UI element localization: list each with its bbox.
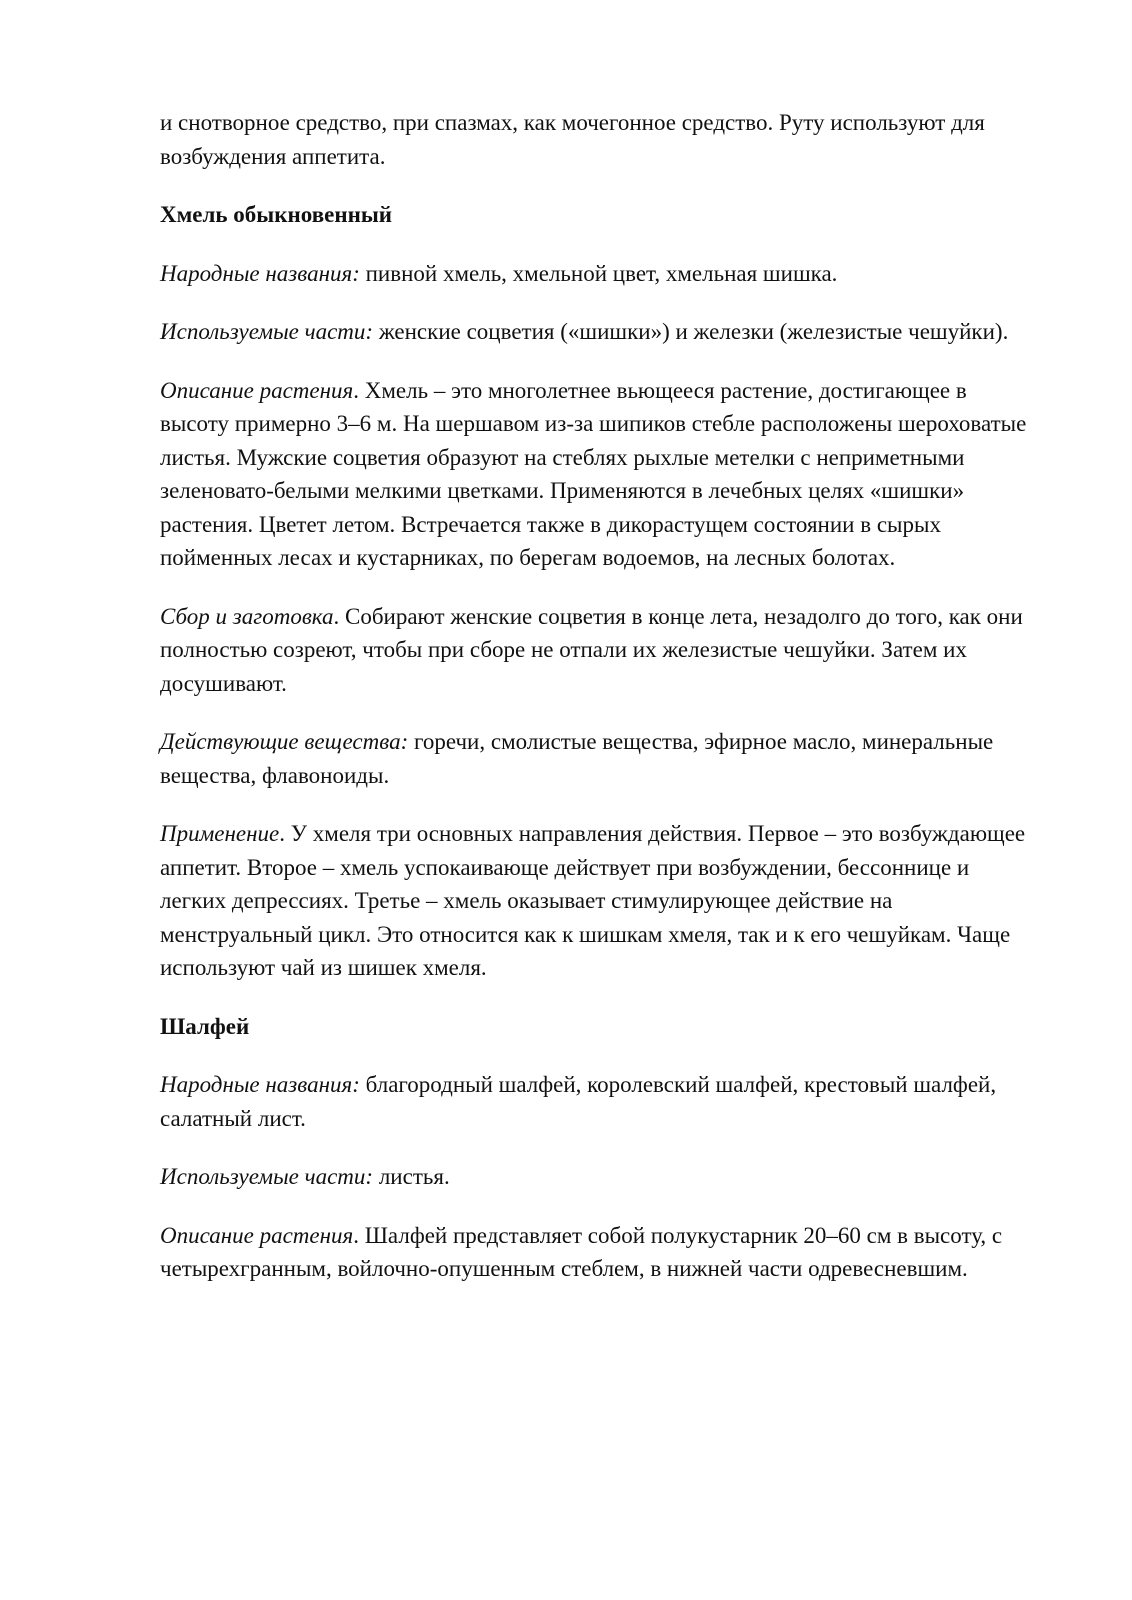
- sage-folk-names-paragraph: [160, 1068, 1040, 1135]
- hop-application-paragraph: [160, 817, 1040, 985]
- sage-used-parts-paragraph: [160, 1160, 1040, 1194]
- hop-used-parts-paragraph: [160, 315, 1040, 349]
- hop-folk-names-paragraph: [160, 257, 1040, 291]
- sage-description-label: Описание растения: [160, 1222, 354, 1248]
- intro-paragraph: [160, 106, 1040, 173]
- hop-collection-paragraph: [160, 600, 1040, 701]
- hop-active-substances-label: Действующие вещества:: [160, 729, 409, 754]
- hop-used-parts-text: женские соцветия («шишки») и железки (железистые чешуйки).: [373, 319, 1009, 344]
- hop-folk-names-label: Народные названия:: [160, 260, 360, 286]
- hop-active-substances-paragraph: [160, 725, 1040, 792]
- hop-active-substances-text: горечи, смолистые вещества, эфирное масло, минеральные вещества, флавоноиды.: [160, 729, 994, 788]
- sage-heading: Шалфей: [160, 1013, 250, 1039]
- hop-collection-text: . Собирают женские соцветия в конце лета, незадолго до того, как они полностью созреют, чтобы при сборе не отпали их железистые чешуйки. Затем их досушивают.: [160, 603, 1023, 696]
- sage-used-parts-label: Используемые части:: [160, 1164, 374, 1189]
- sage-used-parts-text: листья.: [373, 1164, 450, 1189]
- hop-application-text: . У хмеля три основных направления действия. Первое – это возбуждающее аппетит. Второе – хмель успокаивающе действует при возбуждении, бессоннице и легких депрессиях. Третье – хмель оказывает стимулирующее действие на менструальный цикл. Это относится как к шишкам хмеля, так и к его чешуйкам. Чаще используют чай из шишек хмеля.: [160, 821, 1026, 980]
- intro-text: и снотворное средство, при спазмах, как мочегонное средство. Руту используют для возбуждения аппетита.: [160, 110, 985, 169]
- sage-description-text: . Шалфей представляет собой полукустарник 20–60 см в высоту, с четырехгранным, войлочно-опушенным стеблем, в нижней части одревесневшим.: [160, 1222, 1003, 1281]
- hop-folk-names-text: пивной хмель, хмельной цвет, хмельная шишка.: [359, 260, 838, 286]
- hop-used-parts-label: Используемые части:: [160, 319, 374, 344]
- document-page: [160, 106, 1040, 1311]
- hop-heading: Хмель обыкновенный: [160, 202, 393, 227]
- hop-application-label: Применение: [160, 821, 280, 846]
- sage-folk-names-label: Народные названия:: [160, 1072, 360, 1097]
- hop-collection-label: Сбор и заготовка: [160, 603, 334, 629]
- hop-description-text: . Хмель – это многолетнее вьющееся растение, достигающее в высоту примерно 3–6 м. На шершавом из-за шипиков стебле расположены шероховатые листья. Мужские соцветия образуют на стеблях рыхлые метелки с неприметными зеленовато-белыми мелкими цветками. Применяются в лечебных целях «шишки» растения. Цветет летом. Встречается также в дикорастущем состоянии в сырых пойменных лесах и кустарниках, по берегам водоемов, на лесных болотах.: [160, 377, 1027, 570]
- hop-description-label: Описание растения: [160, 377, 354, 403]
- sage-description-paragraph: [160, 1219, 1040, 1286]
- hop-description-paragraph: [160, 374, 1040, 575]
- sage-folk-names-text: благородный шалфей, королевский шалфей, крестовый шалфей, салатный лист.: [160, 1072, 997, 1131]
